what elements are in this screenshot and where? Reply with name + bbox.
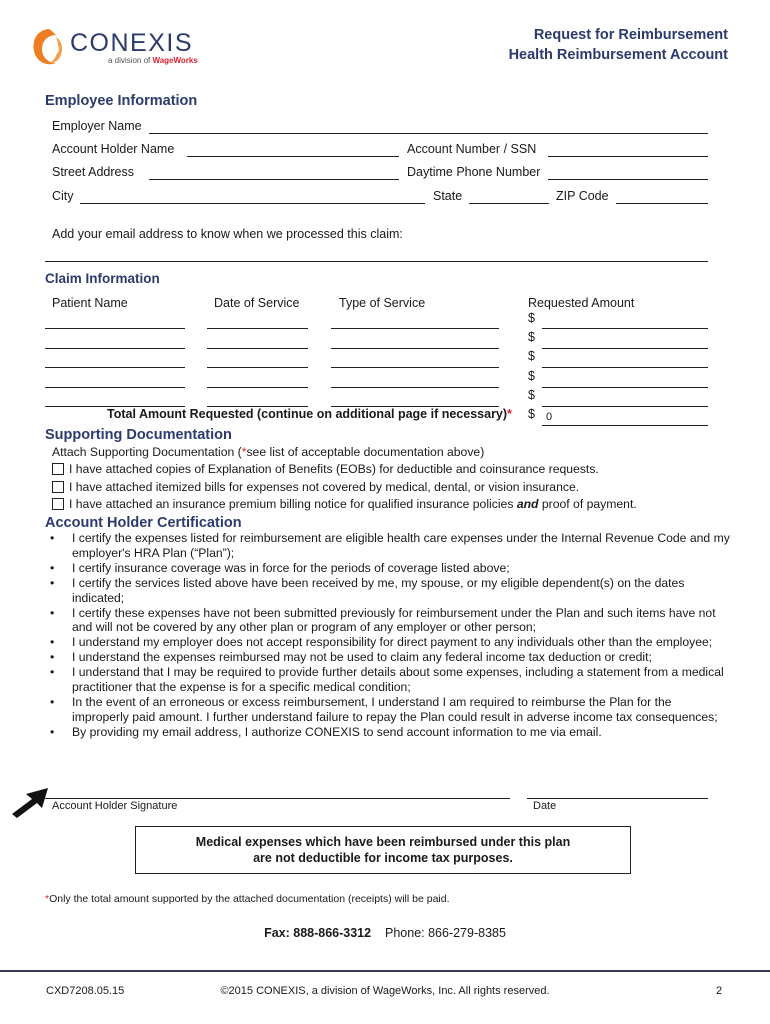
date-of-service-field[interactable]: [207, 328, 308, 329]
total-amount-label: Total Amount Requested (continue on additional page if necessary)*: [107, 407, 512, 421]
date-field[interactable]: [527, 798, 708, 799]
col-date-of-service: Date of Service: [214, 296, 300, 310]
list-item: • I certify the services listed above have been received by me, my spouse, or my eligible dependent(s) on the dates indicated;: [50, 576, 730, 606]
form-title: [509, 25, 728, 65]
form-title-line1: Request for Reimbursement: [533, 27, 728, 43]
supporting-section-heading: Supporting Documentation: [45, 427, 232, 443]
total-footnote: *Only the total amount supported by the attached documentation (receipts) will be paid.: [45, 893, 450, 905]
city-label: City: [52, 189, 74, 203]
city-field[interactable]: [80, 203, 425, 204]
email-prompt: Add your email address to know when we processed this claim:: [52, 227, 403, 241]
sign-here-arrow-icon: [10, 786, 50, 820]
logo: [28, 25, 198, 69]
employee-section-heading: Employee Information: [45, 93, 198, 109]
supporting-option-itemized: I have attached itemized bills for expenses not covered by medical, dental, or vision insurance.: [52, 480, 579, 494]
requested-amount-field[interactable]: [542, 348, 708, 349]
list-item: • I certify the expenses listed for reimbursement are eligible health care expenses under the Internal Revenue Code and my employer's HRA Plan (“Plan”);: [50, 531, 730, 561]
signature-field[interactable]: [45, 798, 510, 799]
daytime-phone-label: Daytime Phone Number: [407, 165, 541, 179]
state-label: State: [433, 189, 463, 203]
page-number: 2: [716, 985, 723, 997]
account-number-field[interactable]: [548, 156, 708, 157]
dollar-sign: $: [528, 349, 535, 363]
tax-notice-line2: are not deductible for income tax purposes.: [253, 851, 513, 865]
list-item: • I understand my employer does not accept responsibility for direct payment to any individuals other than the employee;: [50, 635, 730, 650]
contact-line: [0, 926, 770, 940]
patient-name-field[interactable]: [45, 387, 185, 388]
logo-tagline: a division of WageWorks: [108, 56, 198, 65]
patient-name-field[interactable]: [45, 367, 185, 368]
col-type-of-service: Type of Service: [339, 296, 426, 310]
phone-number: Phone: 866-279-8385: [385, 926, 506, 940]
list-item: • I certify insurance coverage was in force for the periods of coverage listed above;: [50, 561, 730, 576]
list-item: • In the event of an erroneous or excess reimbursement, I understand I am required to reimburse the Plan for the improperly paid amount. I further understand failure to repay the Plan could result in adverse income tax consequences;: [50, 695, 730, 725]
supporting-intro: Attach Supporting Documentation (*see list of acceptable documentation above): [52, 445, 485, 459]
col-patient-name: Patient Name: [52, 296, 128, 310]
dollar-sign: $: [528, 330, 535, 344]
form-title-line2: Health Reimbursement Account: [508, 47, 728, 63]
list-item: • By providing my email address, I authorize CONEXIS to send account information to me via email.: [50, 725, 730, 740]
patient-name-field[interactable]: [45, 328, 185, 329]
tax-notice-box: [135, 826, 631, 874]
fax-number: Fax: 888-866-3312: [264, 926, 372, 940]
date-of-service-field[interactable]: [207, 348, 308, 349]
signature-label: Account Holder Signature: [52, 800, 178, 812]
requested-amount-field[interactable]: [542, 367, 708, 368]
daytime-phone-field[interactable]: [548, 179, 708, 180]
total-amount-field[interactable]: [542, 425, 708, 426]
employer-name-field[interactable]: [149, 133, 708, 134]
date-of-service-field[interactable]: [207, 387, 308, 388]
email-field[interactable]: [45, 261, 708, 262]
account-number-label: Account Number / SSN: [407, 142, 537, 156]
list-item: • I certify these expenses have not been submitted previously for reimbursement under the Plan and such items have not and will not be covered by any other plan or program of any employer or other person;: [50, 606, 730, 636]
tax-notice-line1: Medical expenses which have been reimbursed under this plan: [195, 835, 571, 849]
employer-name-label: Employer Name: [52, 119, 142, 133]
dollar-sign: $: [528, 311, 535, 325]
type-of-service-field[interactable]: [331, 387, 499, 388]
dollar-sign: $: [528, 369, 535, 383]
certification-section-heading: Account Holder Certification: [45, 515, 242, 531]
certification-list: [50, 531, 730, 740]
zip-field[interactable]: [616, 203, 708, 204]
type-of-service-field[interactable]: [331, 328, 499, 329]
itemized-bills-checkbox[interactable]: [52, 481, 64, 493]
claim-section-heading: Claim Information: [45, 271, 160, 286]
street-address-label: Street Address: [52, 165, 134, 179]
requested-amount-field[interactable]: [542, 328, 708, 329]
form-code: CXD7208.05.15: [46, 985, 125, 997]
zip-label: ZIP Code: [556, 189, 609, 203]
total-amount-value: 0: [546, 411, 553, 423]
street-address-field[interactable]: [149, 179, 399, 180]
logo-wordmark: CONEXIS: [70, 29, 194, 57]
date-label: Date: [533, 800, 557, 812]
list-item: • I understand that I may be required to provide further details about some expenses, including a statement from a medical practitioner that the expense is for a specific medical condition;: [50, 665, 730, 695]
requested-amount-field[interactable]: [542, 406, 708, 407]
dollar-sign: $: [528, 388, 535, 402]
supporting-option-premium: I have attached an insurance premium billing notice for qualified insurance policies and proof of payment.: [52, 497, 637, 511]
type-of-service-field[interactable]: [331, 367, 499, 368]
list-item: • I understand the expenses reimbursed may not be used to claim any federal income tax deduction or credit;: [50, 650, 730, 665]
requested-amount-field[interactable]: [542, 387, 708, 388]
col-requested-amount: Requested Amount: [528, 296, 635, 310]
type-of-service-field[interactable]: [331, 348, 499, 349]
patient-name-field[interactable]: [45, 348, 185, 349]
premium-notice-checkbox[interactable]: [52, 498, 64, 510]
date-of-service-field[interactable]: [207, 367, 308, 368]
eob-checkbox[interactable]: [52, 463, 64, 475]
copyright: ©2015 CONEXIS, a division of WageWorks, Inc. All rights reserved.: [220, 985, 550, 997]
state-field[interactable]: [469, 203, 549, 204]
total-dollar-sign: $: [528, 407, 535, 421]
conexis-swirl-icon: [30, 27, 66, 67]
account-holder-name-label: Account Holder Name: [52, 142, 175, 156]
supporting-option-eob: I have attached copies of Explanation of Benefits (EOBs) for deductible and coinsurance requests.: [52, 462, 599, 476]
account-holder-name-field[interactable]: [187, 156, 399, 157]
footer-divider: [0, 970, 770, 972]
